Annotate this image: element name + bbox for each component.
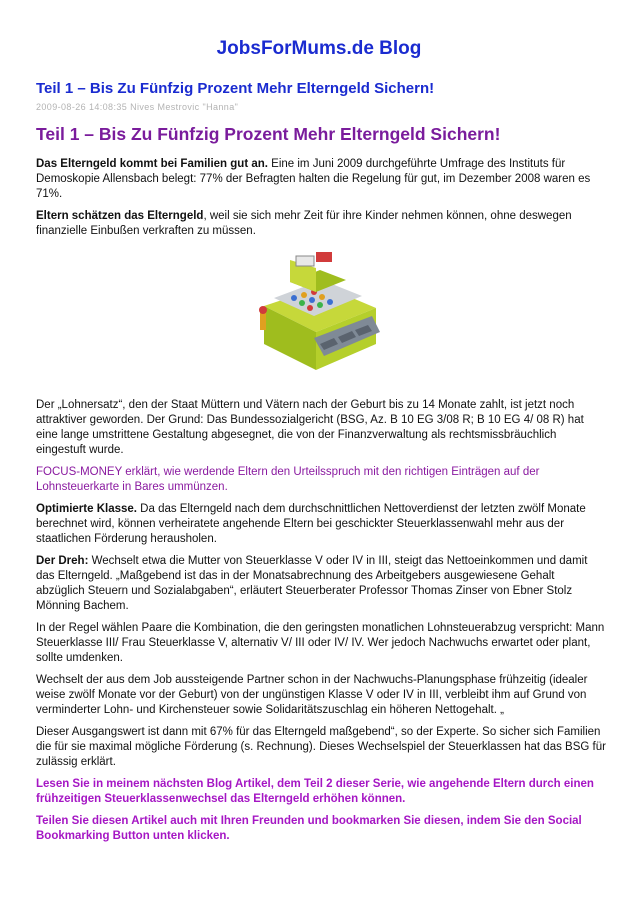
paragraph-lohnersatz: Der „Lohnersatz“, den der Staat Müttern und Vätern nach der Geburt bis zu 14 Monate zahlt, ist jetzt noch attraktiver geworden. Der Grund: Das Bundessozialgericht (BSG, Az. B 10 EG 3/08 R; B 10 EG 4/ 08 R) hat eine lange umstrittene Gestaltung abgesegnet, die von der Finanzverwaltung als rechtsmissbräuchlich eingestuft wurde. — [36, 399, 584, 456]
paragraph-optimierte-klasse — [36, 502, 606, 547]
eltern-bold: Eltern schätzen das Elterngeld — [36, 210, 204, 222]
paragraph-regel: In der Regel wählen Paare die Kombination, die den geringsten monatlichen Lohnsteuerabzug verspricht: Mann Steuerklasse III/ Frau Steuerklasse V, alternativ V/ III oder IV/ IV. Wer jedoch Nachwuchs erwartet oder plant, sollte umdenken. — [36, 622, 605, 664]
dreh-bold: Der Dreh: — [36, 555, 89, 567]
paragraph-dreh — [36, 554, 606, 614]
optimierte-text: Da das Elterngeld nach dem durchschnittlichen Nettoverdienst der letzten zwölf Monate berechnet wird, können verheiratete angehende Eltern bei geschickter Steuerklassenwahl mehr aus der staatlichen Förderung herausholen. — [36, 503, 586, 545]
toy-cash-register-illustration — [254, 246, 384, 380]
post-meta: 2009-08-26 14:08:35 Nives Mestrovic "Hanna" — [36, 102, 239, 112]
intro-text: Eine im Juni 2009 durchgeführte Umfrage des Instituts für Demoskopie Allensbach belegt: 77% der Befragten halten die Regelung für gut, im Dezember 2008 waren es 71%. — [36, 158, 591, 200]
site-title[interactable]: JobsForMums.de Blog — [216, 38, 422, 59]
eltern-text: , weil sie sich mehr Zeit für ihre Kinder nehmen können, ohne deswegen finanzielle Einbußen verkraften zu müssen. — [36, 210, 572, 237]
cash-register-image — [36, 246, 606, 386]
paragraph-ausgangswert: Dieser Ausgangswert ist dann mit 67% für das Elterngeld maßgebend“, so der Experte. So sicher sich Familien die für sie maximal mögliche Förderung (s. Rechnung). Dieses Wechselspiel der Steuerklassen hat das BSG für zulässig erklärt. — [36, 726, 606, 768]
dreh-text: Wechselt etwa die Mutter von Steuerklasse V oder IV in III, steigt das Nettoeinkommen und damit das Elterngeld. „Maßgebend ist das in der Monatsabrechnung des Arbeitgebers ausgewiesene Gehalt abzüglich Steuern und Sozialabgaben“, erläutert Steuerberater Professor Thomas Zinser von Ebner Stolz Mönning Bachem. — [36, 555, 588, 612]
paragraph-focus-money[interactable]: FOCUS-MONEY erklärt, wie werdende Eltern den Urteilsspruch mit den richtigen Einträgen auf der Lohnsteuerkarte in Bares ummünzen. — [36, 466, 540, 493]
content-title: Teil 1 – Bis Zu Fünfzig Prozent Mehr Elterngeld Sichern! — [36, 124, 501, 144]
optimierte-bold: Optimierte Klasse. — [36, 503, 137, 515]
intro-bold: Das Elterngeld kommt bei Familien gut an. — [36, 158, 268, 170]
paragraph-next-article-link[interactable]: Lesen Sie in meinem nächsten Blog Artikel, dem Teil 2 dieser Serie, wie angehende Eltern durch einen frühzeitigen Steuerklassenwechsel das Elterngeld erhöhen können. — [36, 778, 594, 805]
post-title[interactable]: Teil 1 – Bis Zu Fünfzig Prozent Mehr Elterngeld Sichern! — [36, 80, 435, 97]
paragraph-intro — [36, 157, 606, 202]
paragraph-share-link[interactable]: Teilen Sie diesen Artikel auch mit Ihren Freunden und bookmarken Sie diesen, indem Sie den Social Bookmarking Button unten klicken. — [36, 815, 582, 842]
paragraph-wechselt: Wechselt der aus dem Job aussteigende Partner schon in der Nachwuchs-Planungsphase frühzeitig (idealer weise zwölf Monate vor der Geburt) von der ungünstigen Klasse V oder IV in III, verbleibt ihm auf Grund von verminderter Lohn- und Kirchensteuer sowie Solidaritätszuschlag ein höheren Nettogehalt. „ — [36, 674, 588, 716]
paragraph-eltern — [36, 209, 606, 239]
article-body — [36, 157, 606, 851]
